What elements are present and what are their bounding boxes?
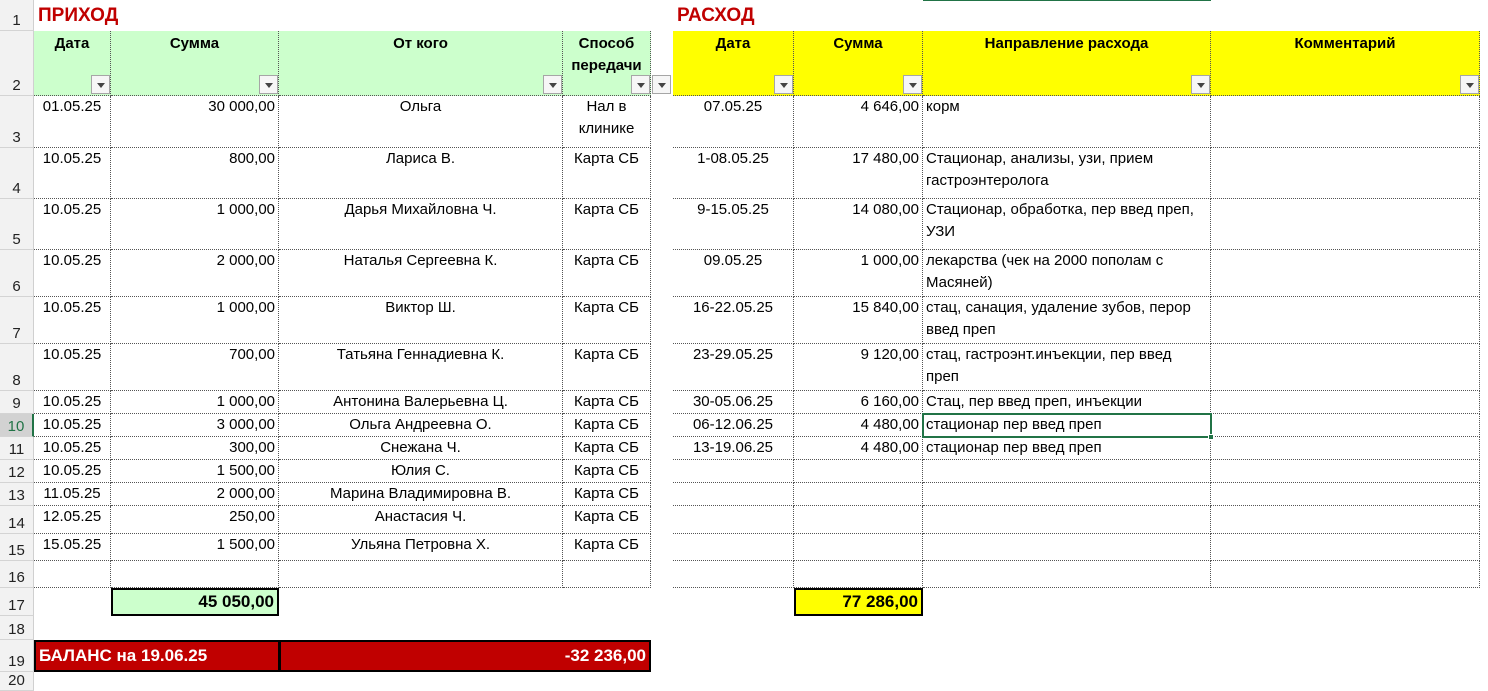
expense-cell-sum[interactable]: 15 840,00 xyxy=(794,297,923,344)
expense-cell-date[interactable]: 06-12.06.25 xyxy=(673,414,794,437)
income-cell-from[interactable]: Снежана Ч. xyxy=(279,437,563,460)
row-header[interactable]: 5 xyxy=(0,199,34,250)
income-cell-method[interactable]: Карта СБ xyxy=(563,199,651,250)
expense-cell-direction[interactable]: стационар пер введ преп xyxy=(923,414,1211,437)
expense-cell-direction[interactable]: стационар пер введ преп xyxy=(923,437,1211,460)
income-cell-method[interactable]: Карта СБ xyxy=(563,506,651,534)
row-header[interactable]: 7 xyxy=(0,297,34,344)
expense-cell-date[interactable] xyxy=(673,534,794,561)
income-cell-date[interactable]: 10.05.25 xyxy=(34,437,111,460)
expense-header-direction[interactable]: Направление расхода xyxy=(923,31,1211,96)
expense-cell-date[interactable]: 13-19.06.25 xyxy=(673,437,794,460)
income-cell-date[interactable]: 12.05.25 xyxy=(34,506,111,534)
income-cell-from[interactable]: Марина Владимировна В. xyxy=(279,483,563,506)
income-cell-date[interactable]: 10.05.25 xyxy=(34,297,111,344)
filter-dropdown-icon[interactable] xyxy=(259,75,278,94)
expense-cell-comment[interactable] xyxy=(1211,437,1480,460)
expense-cell-sum[interactable] xyxy=(794,506,923,534)
row-header[interactable]: 20 xyxy=(0,672,34,691)
expense-cell-direction[interactable]: Стационар, анализы, узи, прием гастроэнтеролога xyxy=(923,148,1211,199)
income-cell-sum[interactable]: 2 000,00 xyxy=(111,250,279,297)
expense-cell-direction[interactable] xyxy=(923,460,1211,483)
expense-cell-sum[interactable]: 4 480,00 xyxy=(794,414,923,437)
expense-cell-comment[interactable] xyxy=(1211,344,1480,391)
expense-cell-comment[interactable] xyxy=(1211,148,1480,199)
income-cell-from[interactable]: Антонина Валерьевна Ц. xyxy=(279,391,563,414)
expense-cell-sum[interactable]: 4 646,00 xyxy=(794,96,923,148)
income-cell-sum[interactable]: 1 000,00 xyxy=(111,297,279,344)
expense-cell-date[interactable]: 9-15.05.25 xyxy=(673,199,794,250)
income-cell-from[interactable]: Дарья Михайловна Ч. xyxy=(279,199,563,250)
income-header-sum[interactable]: Сумма xyxy=(111,31,279,96)
expense-title: РАСХОД xyxy=(677,5,755,26)
income-header-from[interactable]: От кого xyxy=(279,31,563,96)
filter-dropdown-icon[interactable] xyxy=(91,75,110,94)
income-cell-sum[interactable]: 700,00 xyxy=(111,344,279,391)
expense-cell-comment[interactable] xyxy=(1211,297,1480,344)
expense-cell-date[interactable]: 23-29.05.25 xyxy=(673,344,794,391)
expense-cell-date[interactable]: 07.05.25 xyxy=(673,96,794,148)
row-header[interactable]: 16 xyxy=(0,561,34,588)
expense-cell-date[interactable]: 16-22.05.25 xyxy=(673,297,794,344)
expense-cell-comment[interactable] xyxy=(1211,391,1480,414)
row-header[interactable]: 1 xyxy=(0,0,34,31)
income-cell-method[interactable]: Карта СБ xyxy=(563,437,651,460)
income-cell-sum[interactable]: 1 000,00 xyxy=(111,199,279,250)
expense-cell-direction[interactable] xyxy=(923,534,1211,561)
income-cell-from[interactable] xyxy=(279,561,563,588)
expense-cell-date[interactable]: 1-08.05.25 xyxy=(673,148,794,199)
balance-label[interactable]: БАЛАНС на 19.06.25 xyxy=(34,640,279,672)
row-header[interactable]: 4 xyxy=(0,148,34,199)
expense-header-comment[interactable]: Комментарий xyxy=(1211,31,1480,96)
expense-cell-date[interactable] xyxy=(673,506,794,534)
expense-cell-direction[interactable]: лекарства (чек на 2000 пополам с Масяней) xyxy=(923,250,1211,297)
expense-cell-sum[interactable]: 9 120,00 xyxy=(794,344,923,391)
expense-cell-direction[interactable]: стац, санация, удаление зубов, перор введ преп xyxy=(923,297,1211,344)
expense-cell-date[interactable]: 30-05.06.25 xyxy=(673,391,794,414)
filter-dropdown-icon[interactable] xyxy=(543,75,562,94)
filter-dropdown-icon[interactable] xyxy=(903,75,922,94)
row-header[interactable]: 17 xyxy=(0,588,34,616)
income-cell-sum[interactable]: 250,00 xyxy=(111,506,279,534)
row-header[interactable]: 15 xyxy=(0,534,34,561)
filter-dropdown-icon[interactable] xyxy=(1191,75,1210,94)
income-title: ПРИХОД xyxy=(38,5,119,26)
filter-dropdown-icon[interactable] xyxy=(774,75,793,94)
expense-cell-comment[interactable] xyxy=(1211,96,1480,148)
income-cell-date[interactable]: 10.05.25 xyxy=(34,414,111,437)
row-header[interactable]: 6 xyxy=(0,250,34,297)
income-cell-sum[interactable]: 800,00 xyxy=(111,148,279,199)
income-cell-method[interactable]: Карта СБ xyxy=(563,297,651,344)
income-header-date[interactable]: Дата xyxy=(34,31,111,96)
expense-cell-date[interactable] xyxy=(673,483,794,506)
row-header[interactable]: 19 xyxy=(0,640,34,672)
expense-cell-direction[interactable]: корм xyxy=(923,96,1211,148)
income-cell-sum[interactable]: 300,00 xyxy=(111,437,279,460)
expense-cell-sum[interactable]: 4 480,00 xyxy=(794,437,923,460)
income-cell-sum[interactable]: 2 000,00 xyxy=(111,483,279,506)
income-cell-from[interactable]: Анастасия Ч. xyxy=(279,506,563,534)
expense-cell-comment[interactable] xyxy=(1211,506,1480,534)
expense-cell-sum[interactable] xyxy=(794,460,923,483)
expense-cell-sum[interactable] xyxy=(794,534,923,561)
income-cell-sum[interactable]: 1 500,00 xyxy=(111,460,279,483)
income-cell-method[interactable]: Карта СБ xyxy=(563,483,651,506)
row-header[interactable]: 2 xyxy=(0,31,34,96)
row-header[interactable]: 14 xyxy=(0,506,34,534)
income-cell-date[interactable] xyxy=(34,561,111,588)
row-header[interactable]: 12 xyxy=(0,460,34,483)
income-cell-date[interactable]: 01.05.25 xyxy=(34,96,111,148)
expense-cell-direction[interactable] xyxy=(923,483,1211,506)
income-cell-from[interactable]: Ольга Андреевна О. xyxy=(279,414,563,437)
expense-cell-direction[interactable] xyxy=(923,561,1211,588)
income-cell-from[interactable]: Наталья Сергеевна К. xyxy=(279,250,563,297)
row-header[interactable]: 8 xyxy=(0,344,34,391)
filter-dropdown-icon[interactable] xyxy=(631,75,650,94)
expense-cell-direction[interactable]: стац, гастроэнт.инъекции, пер введ преп xyxy=(923,344,1211,391)
balance-value[interactable]: -32 236,00 xyxy=(279,640,651,672)
income-cell-date[interactable]: 10.05.25 xyxy=(34,344,111,391)
expense-cell-sum[interactable]: 17 480,00 xyxy=(794,148,923,199)
income-cell-date[interactable]: 11.05.25 xyxy=(34,483,111,506)
income-cell-method[interactable] xyxy=(563,561,651,588)
expense-header-sum[interactable]: Сумма xyxy=(794,31,923,96)
filter-dropdown-icon[interactable] xyxy=(1460,75,1479,94)
expense-cell-date[interactable] xyxy=(673,460,794,483)
expense-cell-direction[interactable] xyxy=(923,506,1211,534)
income-cell-from[interactable]: Лариса В. xyxy=(279,148,563,199)
income-cell-date[interactable]: 10.05.25 xyxy=(34,250,111,297)
income-cell-method[interactable]: Карта СБ xyxy=(563,534,651,561)
income-cell-date[interactable]: 10.05.25 xyxy=(34,199,111,250)
expense-cell-sum[interactable]: 14 080,00 xyxy=(794,199,923,250)
income-cell-from[interactable]: Виктор Ш. xyxy=(279,297,563,344)
expense-cell-comment[interactable] xyxy=(1211,561,1480,588)
income-cell-date[interactable]: 10.05.25 xyxy=(34,460,111,483)
income-cell-method[interactable]: Карта СБ xyxy=(563,460,651,483)
row-header[interactable]: 3 xyxy=(0,96,34,148)
income-cell-sum[interactable]: 1 500,00 xyxy=(111,534,279,561)
income-cell-method[interactable]: Карта СБ xyxy=(563,391,651,414)
row-header[interactable]: 13 xyxy=(0,483,34,506)
income-cell-method[interactable]: Карта СБ xyxy=(563,148,651,199)
income-cell-date[interactable]: 10.05.25 xyxy=(34,148,111,199)
income-cell-from[interactable]: Ульяна Петровна Х. xyxy=(279,534,563,561)
expense-cell-comment[interactable] xyxy=(1211,250,1480,297)
expense-cell-date[interactable]: 09.05.25 xyxy=(673,250,794,297)
income-cell-sum[interactable]: 30 000,00 xyxy=(111,96,279,148)
income-cell-sum[interactable] xyxy=(111,561,279,588)
expense-cell-sum[interactable]: 6 160,00 xyxy=(794,391,923,414)
income-header-method[interactable]: Способ передачи xyxy=(563,31,651,96)
expense-cell-direction[interactable]: Стационар, обработка, пер введ преп, УЗИ xyxy=(923,199,1211,250)
expense-cell-sum[interactable] xyxy=(794,561,923,588)
expense-cell-comment[interactable] xyxy=(1211,483,1480,506)
income-cell-date[interactable]: 10.05.25 xyxy=(34,391,111,414)
expense-cell-sum[interactable]: 1 000,00 xyxy=(794,250,923,297)
expense-cell-direction[interactable]: Стац, пер введ преп, инъекции xyxy=(923,391,1211,414)
income-total[interactable]: 45 050,00 xyxy=(111,588,279,616)
row-header[interactable]: 9 xyxy=(0,391,34,414)
income-cell-from[interactable]: Татьяна Геннадиевна К. xyxy=(279,344,563,391)
income-cell-from[interactable]: Юлия С. xyxy=(279,460,563,483)
filter-dropdown-icon[interactable] xyxy=(652,75,671,94)
expense-cell-comment[interactable] xyxy=(1211,414,1480,437)
expense-cell-comment[interactable] xyxy=(1211,199,1480,250)
income-cell-method[interactable]: Карта СБ xyxy=(563,414,651,437)
row-header[interactable]: 10 xyxy=(0,414,34,437)
divider xyxy=(923,0,1211,1)
income-cell-method[interactable]: Нал в клинике xyxy=(563,96,651,148)
expense-cell-sum[interactable] xyxy=(794,483,923,506)
expense-cell-date[interactable] xyxy=(673,561,794,588)
income-cell-method[interactable]: Карта СБ xyxy=(563,344,651,391)
expense-header-date[interactable]: Дата xyxy=(673,31,794,96)
expense-cell-comment[interactable] xyxy=(1211,460,1480,483)
row-header[interactable]: 18 xyxy=(0,616,34,640)
income-cell-sum[interactable]: 1 000,00 xyxy=(111,391,279,414)
row-header[interactable]: 11 xyxy=(0,437,34,460)
expense-total[interactable]: 77 286,00 xyxy=(794,588,923,616)
income-cell-date[interactable]: 15.05.25 xyxy=(34,534,111,561)
expense-cell-comment[interactable] xyxy=(1211,534,1480,561)
income-cell-sum[interactable]: 3 000,00 xyxy=(111,414,279,437)
income-cell-method[interactable]: Карта СБ xyxy=(563,250,651,297)
income-cell-from[interactable]: Ольга xyxy=(279,96,563,148)
